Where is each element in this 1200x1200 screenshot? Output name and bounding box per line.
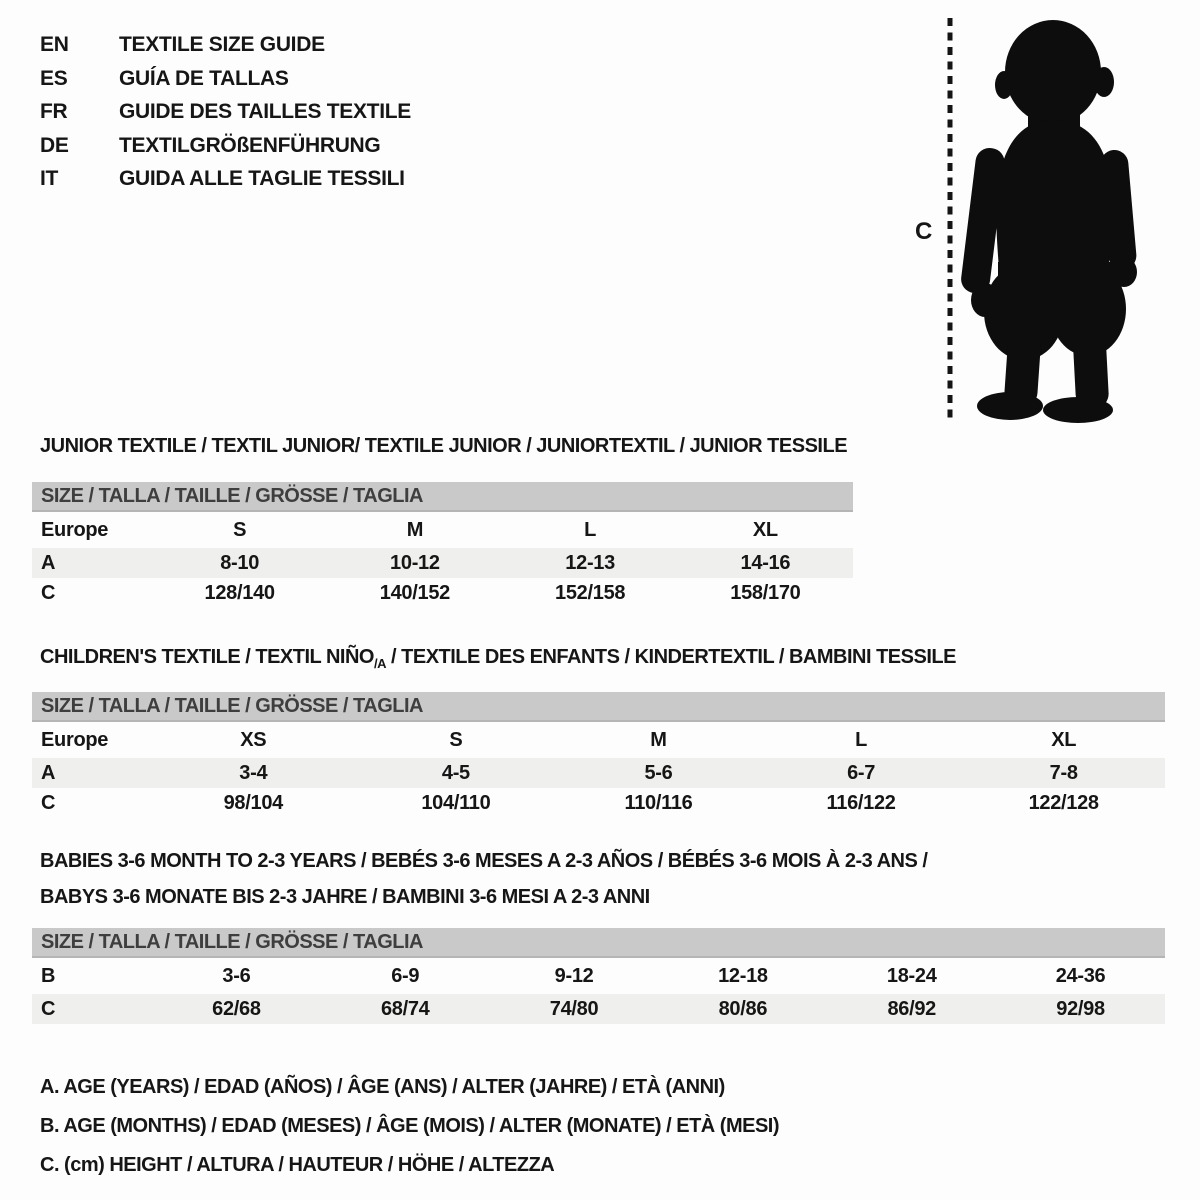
section-heading-childrens-textile — [40, 639, 956, 682]
table-cell: 152/158 — [555, 581, 626, 604]
table-cell: 9-12 — [554, 964, 594, 987]
language-row-it — [40, 167, 411, 201]
table-cell: XS — [240, 728, 267, 751]
table-cell: 3-6 — [222, 964, 251, 987]
table-cell: L — [584, 518, 597, 541]
table-cell: XL — [1051, 728, 1077, 751]
table-cell: 86/92 — [887, 997, 936, 1020]
table-cell: 24-36 — [1055, 964, 1106, 987]
table-row-childrens-textile-a — [32, 758, 1165, 788]
toddler-silhouette-icon — [958, 12, 1153, 424]
guide-title: TEXTILE SIZE GUIDE — [119, 33, 325, 56]
row-label: C — [41, 997, 56, 1020]
height-measure-dashed-line — [945, 18, 955, 418]
table-cell: S — [449, 728, 463, 751]
section-heading-line: BABYS 3-6 MONATE BIS 2-3 JAHRE / BAMBINI 3-6 MESI A 2-3 ANNI — [40, 886, 650, 908]
size-header-bar-junior-textile: SIZE / TALLA / TAILLE / GRÖSSE / TAGLIA — [32, 482, 853, 512]
language-row-es — [40, 67, 411, 101]
size-header-bar-babies: SIZE / TALLA / TAILLE / GRÖSSE / TAGLIA — [32, 928, 1165, 958]
table-cell: 128/140 — [204, 581, 275, 604]
row-label: C — [41, 791, 56, 814]
table-cell: 80/86 — [718, 997, 768, 1020]
table-row-junior-textile-europe — [32, 512, 853, 548]
guide-title: GUÍA DE TALLAS — [119, 66, 289, 90]
table-cell: S — [233, 518, 247, 541]
measurement-figure — [898, 8, 1198, 424]
language-row-fr — [40, 100, 411, 134]
table-cell: 68/74 — [380, 997, 430, 1020]
table-cell: 62/68 — [212, 997, 261, 1020]
language-code: ES — [40, 66, 68, 90]
table-row-junior-textile-c — [32, 578, 853, 608]
section-heading-babies — [40, 843, 927, 915]
section-heading-junior-textile — [40, 428, 847, 464]
table-cell: 7-8 — [1049, 761, 1078, 784]
table-row-childrens-textile-c — [32, 788, 1165, 818]
table-cell: 140/152 — [379, 581, 450, 604]
section-heading-line: BABIES 3-6 MONTH TO 2-3 YEARS / BEBÉS 3-6 MESES A 2-3 AÑOS / BÉBÉS 3-6 MOIS À 2-3 ANS / — [40, 850, 928, 872]
row-label: A — [41, 761, 56, 784]
table-cell: 8-10 — [220, 551, 260, 574]
table-cell: 4-5 — [441, 761, 470, 784]
language-row-de — [40, 134, 411, 168]
legend-notes — [40, 1068, 779, 1185]
language-code: DE — [40, 133, 69, 157]
table-cell: M — [650, 728, 667, 751]
table-cell: 122/128 — [1028, 791, 1099, 814]
language-title-list — [40, 33, 411, 201]
legend-note: C. (cm) HEIGHT / ALTURA / HAUTEUR / HÖHE / ALTEZZA — [40, 1154, 555, 1176]
table-cell: 10-12 — [390, 551, 440, 574]
row-label: C — [41, 581, 56, 604]
table-cell: 3-4 — [239, 761, 268, 784]
legend-note: B. AGE (MONTHS) / EDAD (MESES) / ÂGE (MOIS) / ALTER (MONATE) / ETÀ (MESI) — [40, 1115, 780, 1137]
table-cell: 92/98 — [1056, 997, 1105, 1020]
row-label: Europe — [41, 518, 109, 541]
table-cell: 18-24 — [886, 964, 937, 987]
table-cell: 14-16 — [740, 551, 791, 574]
height-measure-label: C — [915, 218, 933, 245]
language-code: IT — [40, 167, 59, 190]
table-cell: 116/122 — [826, 791, 896, 814]
guide-title: GUIDA ALLE TAGLIE TESSILI — [119, 167, 405, 190]
table-row-babies-c — [32, 994, 1165, 1024]
section-heading-line: CHILDREN'S TEXTILE / TEXTIL $NIÑO_{/A}$ / TEXTILE DES ENFANTS / KINDERTEXTIL / BAMBINI TESSILE — [40, 646, 956, 671]
table-cell: 12-13 — [565, 551, 615, 574]
table-cell: 158/170 — [730, 581, 801, 604]
guide-title: GUIDE DES TAILLES TEXTILE — [119, 100, 411, 123]
row-label: Europe — [41, 728, 109, 751]
legend-note: A. AGE (YEARS) / EDAD (AÑOS) / ÂGE (ANS) / ALTER (JAHRE) / ETÀ (ANNI) — [40, 1076, 725, 1098]
table-row-childrens-textile-europe — [32, 722, 1165, 758]
table-row-babies-b — [32, 958, 1165, 994]
table-cell: 12-18 — [718, 964, 768, 987]
table-row-junior-textile-a — [32, 548, 853, 578]
language-code: FR — [40, 100, 68, 123]
table-cell: 6-9 — [391, 964, 420, 987]
language-code: EN — [40, 33, 69, 56]
table-cell: 6-7 — [847, 761, 876, 784]
size-header-bar-childrens-textile: SIZE / TALLA / TAILLE / GRÖSSE / TAGLIA — [32, 692, 1165, 722]
row-label: A — [41, 551, 56, 574]
table-cell: 98/104 — [223, 791, 283, 814]
row-label: B — [41, 964, 56, 987]
table-cell: 5-6 — [644, 761, 673, 784]
section-heading-line: JUNIOR TEXTILE / TEXTIL JUNIOR/ TEXTILE JUNIOR / JUNIORTEXTIL / JUNIOR TESSILE — [40, 435, 848, 457]
table-cell: M — [406, 518, 424, 541]
table-cell: XL — [752, 518, 778, 541]
table-cell: 104/110 — [421, 791, 491, 814]
table-cell: L — [855, 728, 868, 751]
table-cell: 74/80 — [549, 997, 599, 1020]
language-row-en — [40, 33, 411, 67]
table-cell: 110/116 — [624, 791, 693, 814]
guide-title: TEXTILGRÖßENFÜHRUNG — [119, 133, 381, 157]
